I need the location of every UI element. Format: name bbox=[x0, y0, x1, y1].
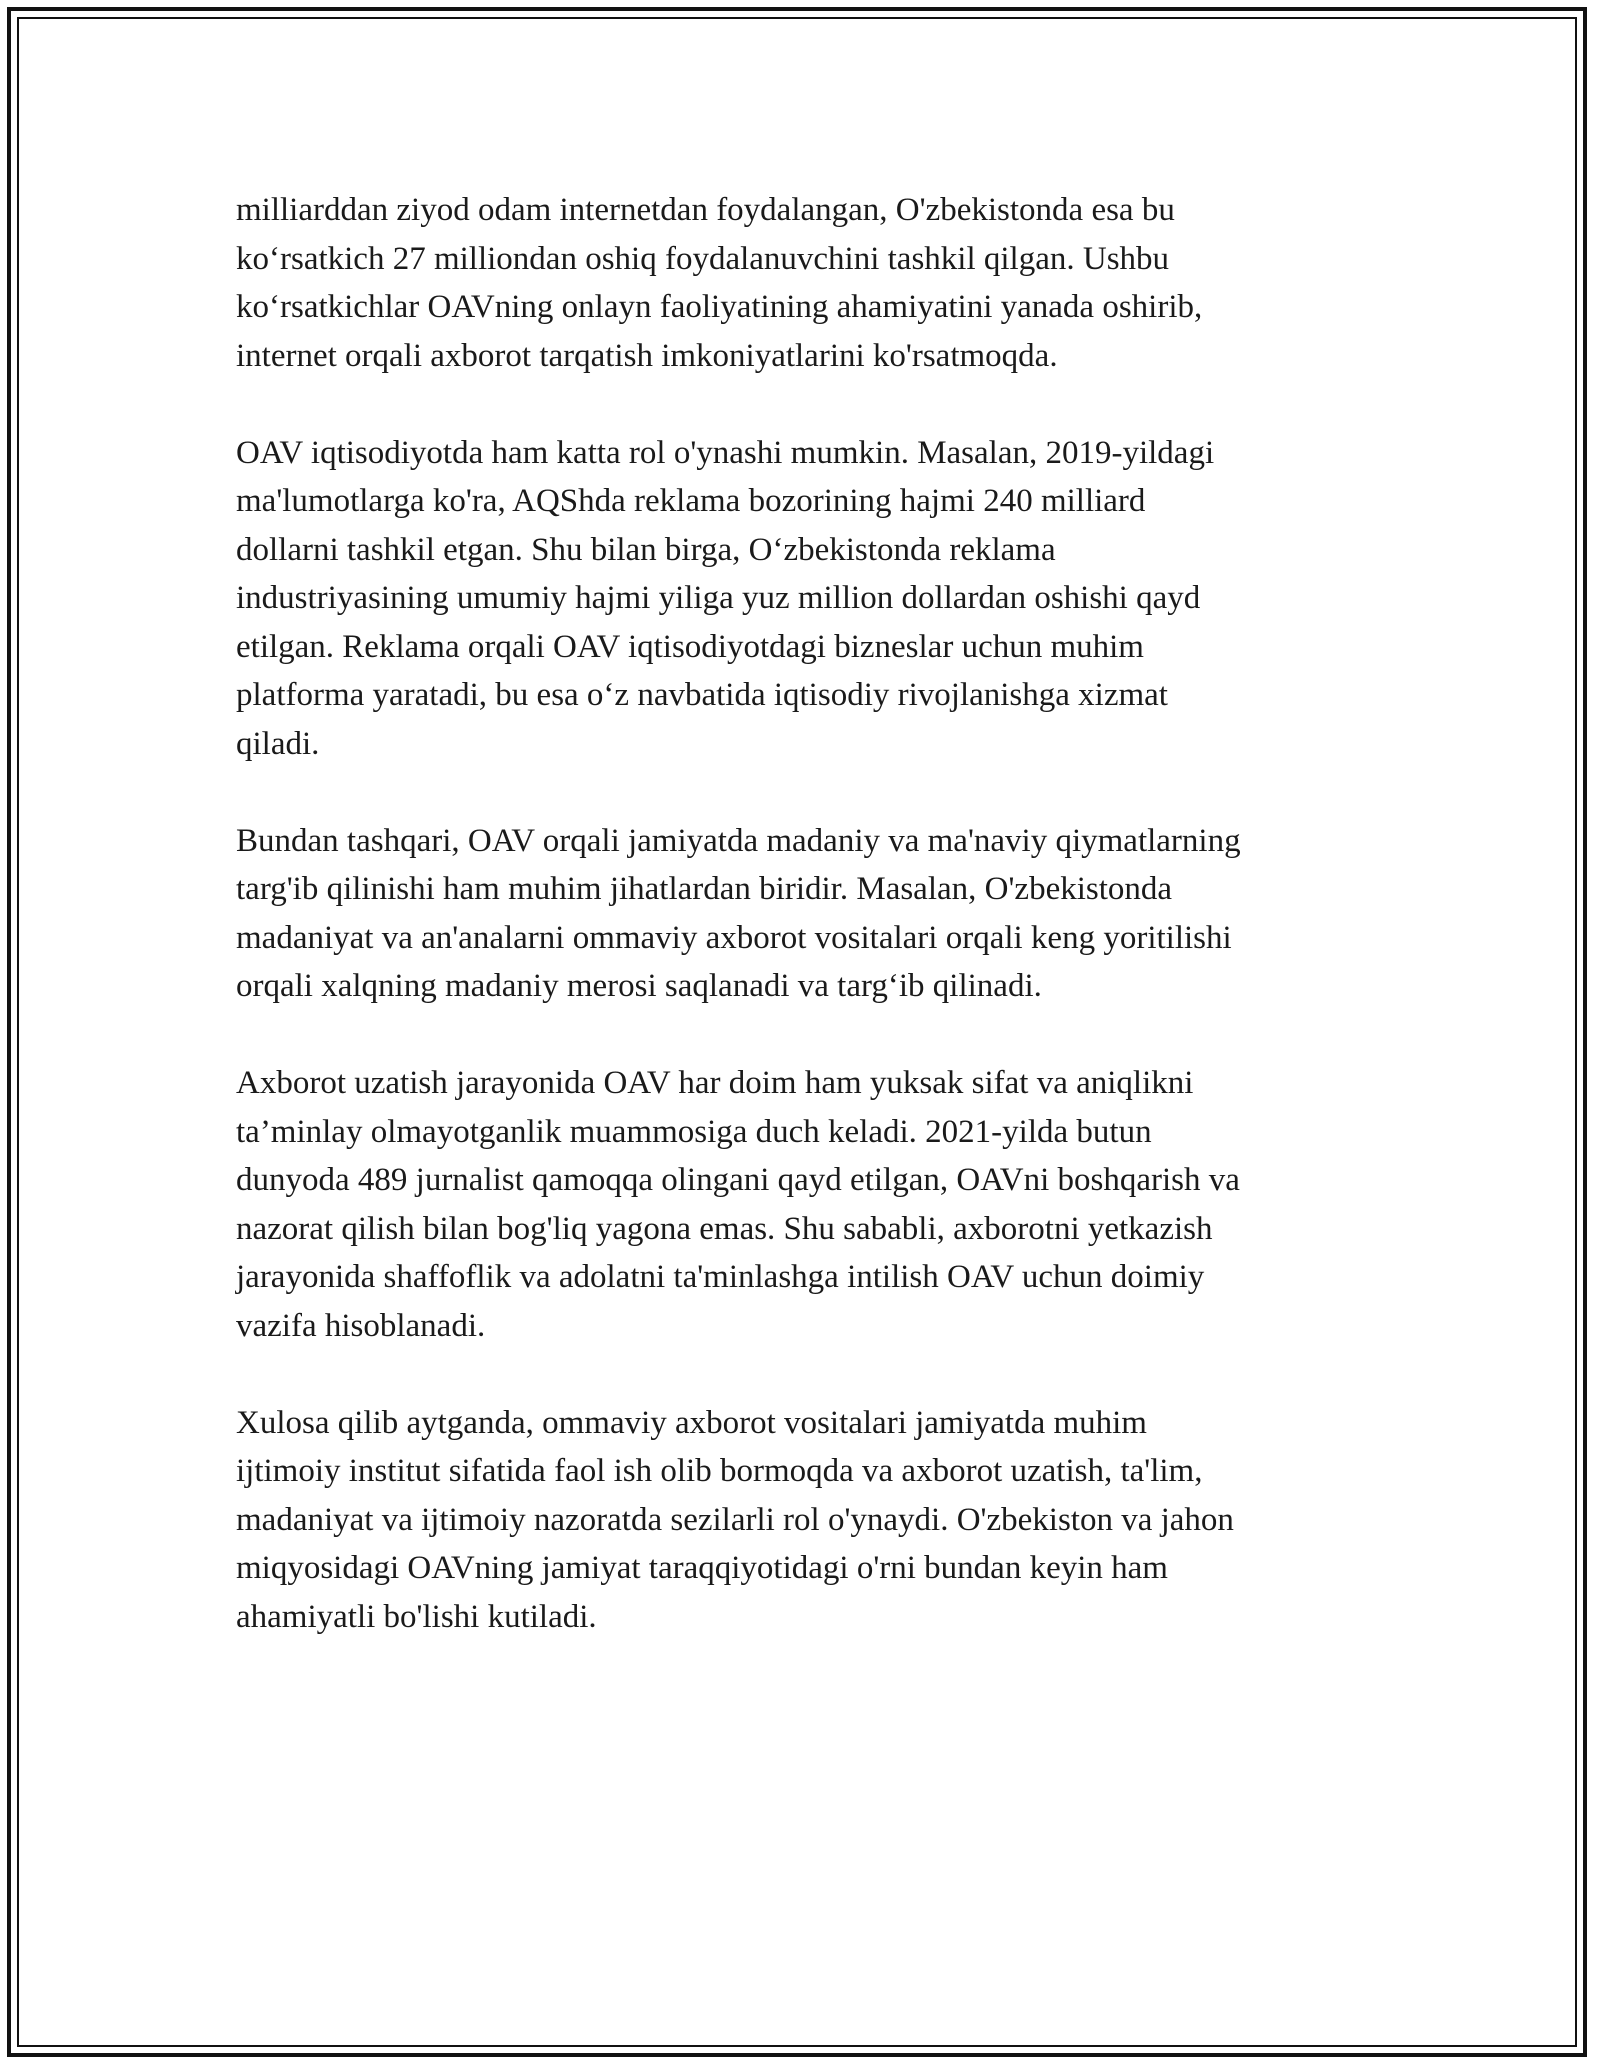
paragraph-economy: OAV iqtisodiyotda ham katta rol o'ynashi mumkin. Masalan, 2019-yildagi ma'lumotlarga ko'ra, AQShda reklama bozorining hajmi 240 milliard dollarni tashkil etgan. Shu bilan birga, O‘zbekistonda reklama industriyasining umumiy hajmi yiliga yuz million dollardan oshishi qayd etilgan. Reklama orqali OAV iqtisodiyotdagi bizneslar uchun muhim platforma yaratadi, bu esa o‘z navbatida iqtisodiy rivojlanishga xizmat qiladi. bbox=[236, 434, 1215, 762]
paragraph-internet-usage: milliarddan ziyod odam internetdan foydalangan, O'zbekistonda esa bu ko‘rsatkich 27 milliondan oshiq foydalanuvchini tashkil qilgan. Ushbu ko‘rsatkichlar OAVning onlayn faoliyatining ahamiyatini yanada oshirib, internet orqali axborot tarqatish imkoniyatlarini ko'rsatmoqda. bbox=[236, 192, 1203, 374]
paragraph-conclusion: Xulosa qilib aytganda, ommaviy axborot vositalari jamiyatda muhim ijtimoiy institut sifatida faol ish olib bormoqda va axborot uzatish, ta'lim, madaniyat va ijtimoiy nazoratda sezilarli rol o'ynaydi. O'zbekiston va jahon miqyosidagi OAVning jamiyat taraqqiyotidagi o'rni bundan keyin ham ahamiyatli bo'lishi kutiladi. bbox=[236, 1404, 1234, 1635]
paragraph-accuracy: Axborot uzatish jarayonida OAV har doim ham yuksak sifat va aniqlikni ta’minlay olmayotganlik muammosiga duch keladi. 2021-yilda butun dunyoda 489 jurnalist qamoqqa olingani qayd etilgan, OAVni boshqarish va nazorat qilish bilan bog'liq yagona emas. Shu sababli, axborotni yetkazish jarayonida shaffoflik va adolatni ta'minlashga intilish OAV uchun doimiy vazifa hisoblanadi. bbox=[236, 1065, 1240, 1344]
paragraph-culture: Bundan tashqari, OAV orqali jamiyatda madaniy va ma'naviy qiymatlarning targ'ib qilinishi ham muhim jihatlardan biridir. Masalan, O'zbekistonda madaniyat va an'analarni ommaviy axborot vositalari orqali keng yoritilishi orqali xalqning madaniy merosi saqlanadi va targ‘ib qilinadi. bbox=[236, 822, 1241, 1004]
document-body bbox=[236, 186, 1406, 1690]
